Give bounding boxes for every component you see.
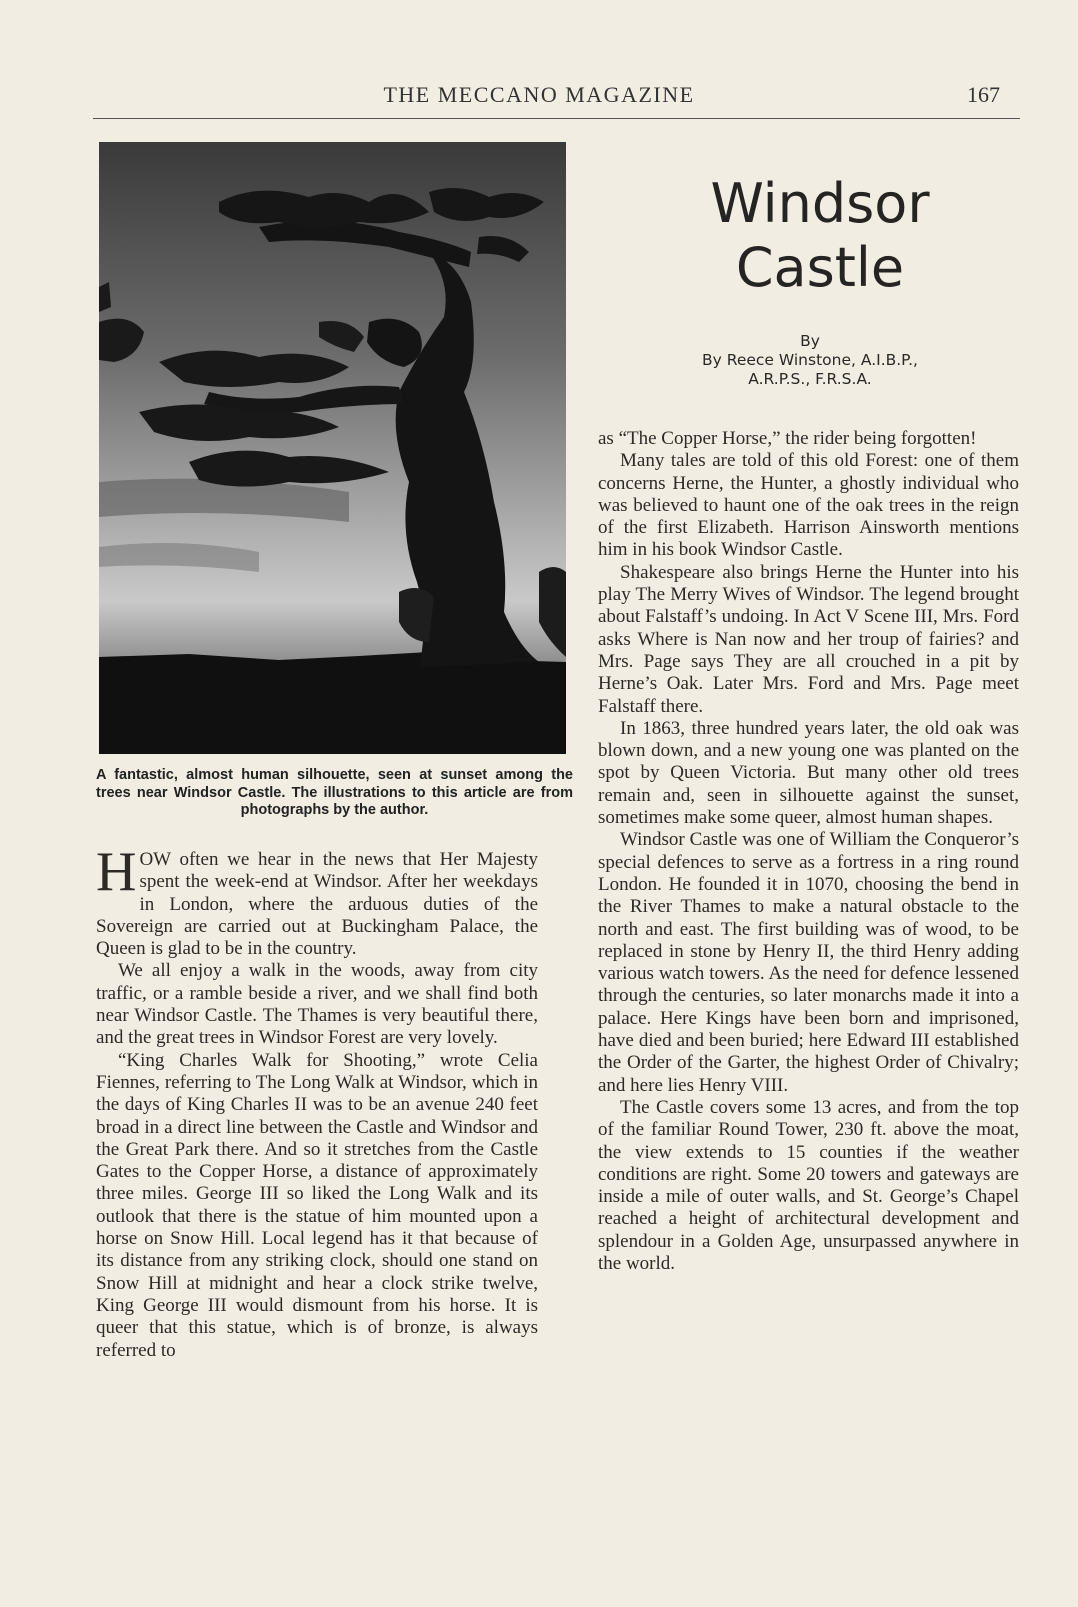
author-line-1: By Reece Winstone, A.I.B.P., [702, 351, 918, 369]
paragraph: In 1863, three hundred years later, the old oak was blown down, and a new young one was planted on the spot by Queen Victoria. But many other old trees remain and, seen in silhouette against the sunset, sometimes make some queer, almost human shapes. [598, 717, 1019, 829]
article-title-line-1: Windsor [710, 172, 930, 235]
paragraph: Windsor Castle was one of William the Conqueror’s special defences to serve as a fortress in a ring round London. He founded it in 1070, choosing the bend in the River Thames to make a natural obstacle to the north and east. The first building was of wood, to be replaced in stone by Henry II, the third Henry adding various watch towers. As the need for defence lessened through the centuries, so later monarchs made it into a palace. Here Kings have been born and imprisoned, have died and been buried; here Edward III established the Order of the Garter, the highest Order of Chivalry; and here lies Henry VIII. [598, 829, 1019, 1096]
by-label: By [800, 332, 820, 350]
right-column [598, 428, 1019, 1275]
article-title-line-2: Castle [735, 236, 905, 299]
photo-caption: A fantastic, almost human silhouette, seen at sunset among the trees near Windsor Castle. The illustrations to this article are from photographs by the author. [96, 767, 573, 818]
drop-cap: H [96, 841, 137, 903]
paragraph: Shakespeare also brings Herne the Hunter into his play The Merry Wives of Windsor. The legend brought about Falstaff’s undoing. In Act V Scene III, Mrs. Ford asks Where is Nan now and her troup of fairies? and Mrs. Page says They are all crouched in a pit by Herne’s Oak. Later Mrs. Ford and Mrs. Page meet Falstaff there. [598, 561, 1019, 717]
paragraph: as “The Copper Horse,” the rider being forgotten! [598, 428, 977, 449]
header-rule [93, 118, 1020, 119]
left-column [96, 841, 538, 1362]
author-line-2: A.R.P.S., F.R.S.A. [748, 370, 872, 388]
byline [620, 332, 1000, 389]
paragraph: We all enjoy a walk in the woods, away from city traffic, or a ramble beside a river, and we shall find both near Windsor Castle. The Thames is very beautiful there, and the great trees in Windsor Forest are very lovely. [96, 960, 538, 1049]
paragraph: Many tales are told of this old Forest: one of them concerns Herne, the Hunter, a ghostly individual who was believed to haunt one of the oak trees in the reign of the first Elizabeth. Harrison Ainsworth mentions him in his book Windsor Castle. [598, 450, 1019, 561]
tree-silhouette-photo [99, 142, 566, 754]
magazine-title: THE MECCANO MAGAZINE [383, 82, 695, 107]
paragraph: The Castle covers some 13 acres, and from the top of the familiar Round Tower, 230 ft. above the moat, the view extends to 15 counties if the weather conditions are right. Some 20 towers and gateways are inside a mile of outer walls, and St. George’s Chapel reached a height of architectural development and splendour in a Golden Age, unsurpassed anywhere in the world. [598, 1096, 1019, 1274]
page-number: 167 [967, 82, 1000, 107]
paragraph-text: OW often we hear in the news that Her Majesty spent the week-end at Windsor. After her weekdays in London, where the arduous duties of the Sovereign are carried out at Buckingham Palace, the Queen is glad to be in the country. [96, 849, 538, 960]
paragraph [96, 841, 538, 960]
paragraph: “King Charles Walk for Shooting,” wrote Celia Fiennes, referring to The Long Walk at Windsor, which in the days of King Charles II was to be an avenue 240 feet broad in a direct line between the Castle and Windsor and the Great Park there. And so it stretches from the Castle Gates to the Copper Horse, a distance of approximately three miles. George III so liked the Long Walk and its outlook that there is the statue of him mounted upon a horse on Snow Hill. Local legend has it that because of its distance from any striking clock, should one stand on Snow Hill at midnight and hear a clock strike twelve, King George III would dismount from his horse. It is queer that this statue, which is of bronze, is always referred to [96, 1049, 538, 1361]
article-title [620, 172, 1020, 300]
